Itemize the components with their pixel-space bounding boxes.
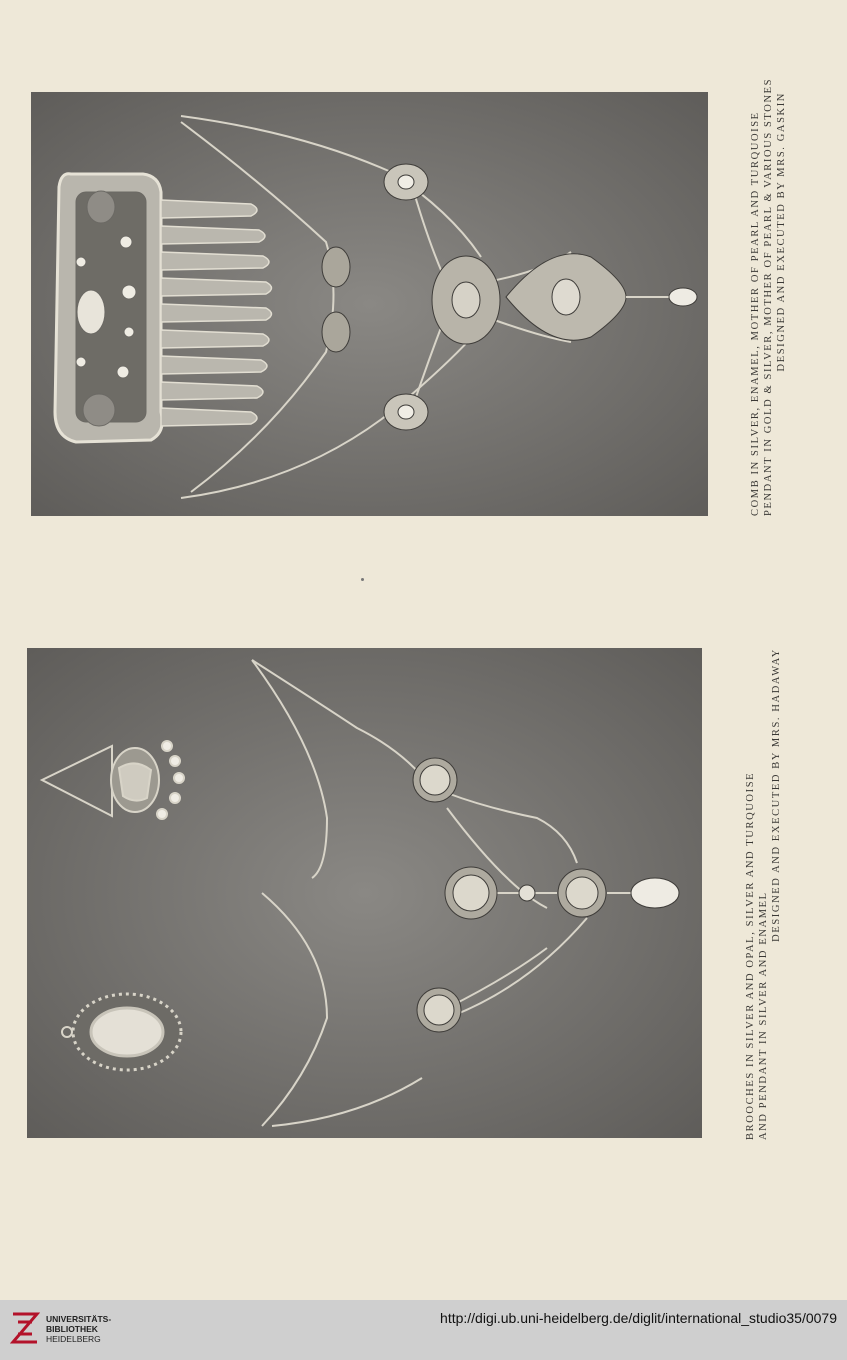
caption-credit: DESIGNED AND EXECUTED BY MRS. HADAWAY [771, 648, 782, 942]
caption-line: AND PENDANT IN SILVER AND ENAMEL [758, 891, 769, 1140]
caption-line: COMB IN SILVER, ENAMEL, MOTHER OF PEARL AND TURQUOISE [750, 111, 761, 516]
photo-plate-brooches-pendant [27, 648, 702, 1138]
university-library-logo-icon [10, 1308, 40, 1348]
caption-brooches-pendant [744, 648, 783, 1140]
library-name-line: HEIDELBERG [46, 1334, 101, 1344]
paper-speck [361, 578, 364, 581]
caption-line: BROOCHES IN SILVER AND OPAL, SILVER AND TURQUOISE [745, 771, 756, 1140]
caption-credit: DESIGNED AND EXECUTED BY MRS. GASKIN [776, 92, 787, 372]
library-footer [0, 1300, 847, 1360]
library-name [46, 1314, 111, 1344]
caption-line: PENDANT IN GOLD & SILVER, MOTHER OF PEARL & VARIOUS STONES [763, 77, 774, 516]
permalink-url[interactable]: http://digi.ub.uni-heidelberg.de/diglit/international_studio35/0079 [440, 1310, 837, 1326]
photo-plate-comb-pendant [31, 92, 708, 516]
library-name-line: UNIVERSITÄTS- [46, 1314, 112, 1324]
caption-comb-pendant [749, 77, 788, 516]
library-name-line: BIBLIOTHEK [46, 1324, 98, 1334]
